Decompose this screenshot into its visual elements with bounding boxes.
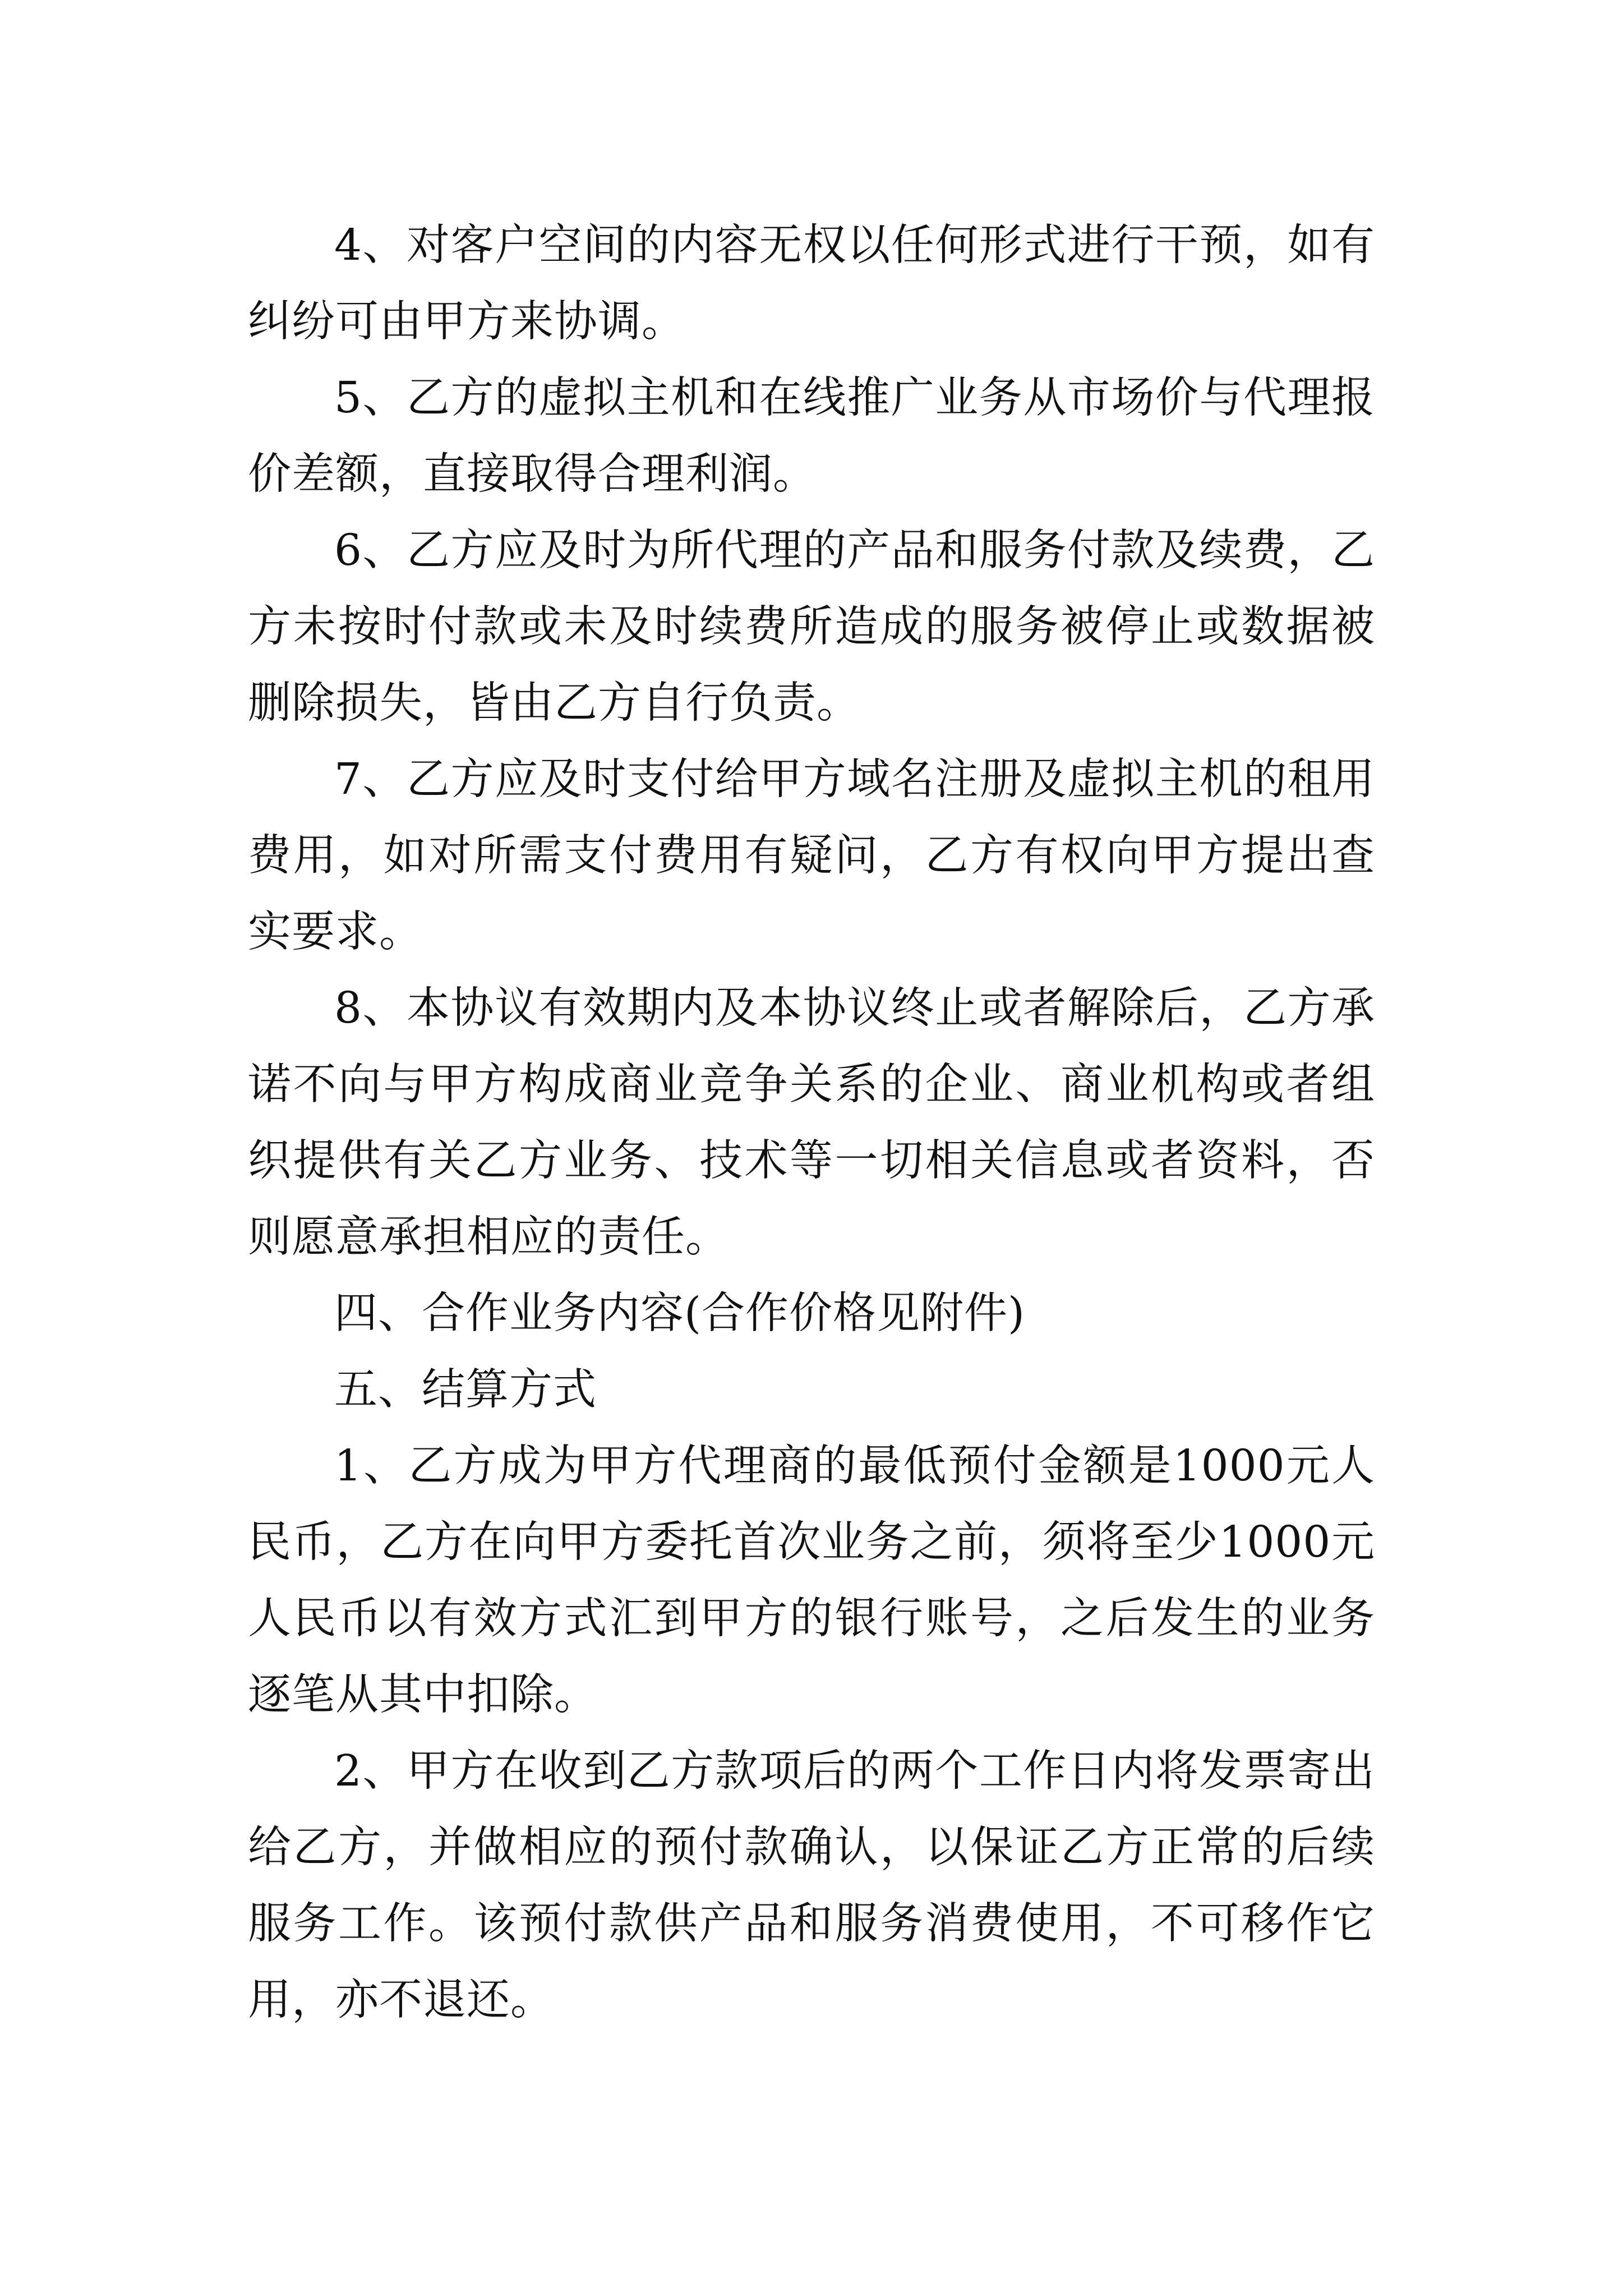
settlement-clause-1: 1、乙方成为甲方代理商的最低预付金额是1000元人民币，乙方在向甲方委托首次业务之前，须将至少1000元人民币以有效方式汇到甲方的银行账号，之后发生的业务逐笔从其中扣除。 bbox=[248, 1441, 1375, 1720]
clause-4: 4、对客户空间的内容无权以任何形式进行干预，如有纠纷可由甲方来协调。 bbox=[248, 220, 1375, 347]
section-heading-cooperation: 四、合作业务内容(合作价格见附件) bbox=[334, 1289, 1026, 1338]
settlement-clause-2: 2、甲方在收到乙方款项后的两个工作日内将发票寄出给乙方，并做相应的预付款确认，以保证乙方正常的后续服务工作。该预付款供产品和服务消费使用，不可移作它用，亦不退还。 bbox=[248, 1746, 1375, 2025]
document-page bbox=[248, 208, 1375, 2039]
clause-5: 5、乙方的虚拟主机和在线推广业务从市场价与代理报价差额，直接取得合理利润。 bbox=[248, 373, 1375, 499]
clause-7: 7、乙方应及时支付给甲方域名注册及虚拟主机的租用费用，如对所需支付费用有疑问，乙方有权向甲方提出查实要求。 bbox=[248, 754, 1375, 957]
section-heading-settlement: 五、结算方式 bbox=[334, 1365, 597, 1415]
clause-8: 8、本协议有效期内及本协议终止或者解除后，乙方承诺不向与甲方构成商业竞争关系的企业、商业机构或者组织提供有关乙方业务、技术等一切相关信息或者资料，否则愿意承担相应的责任。 bbox=[248, 983, 1375, 1262]
clause-6: 6、乙方应及时为所代理的产品和服务付款及续费，乙方未按时付款或未及时续费所造成的服务被停止或数据被删除损失，皆由乙方自行负责。 bbox=[248, 526, 1375, 728]
